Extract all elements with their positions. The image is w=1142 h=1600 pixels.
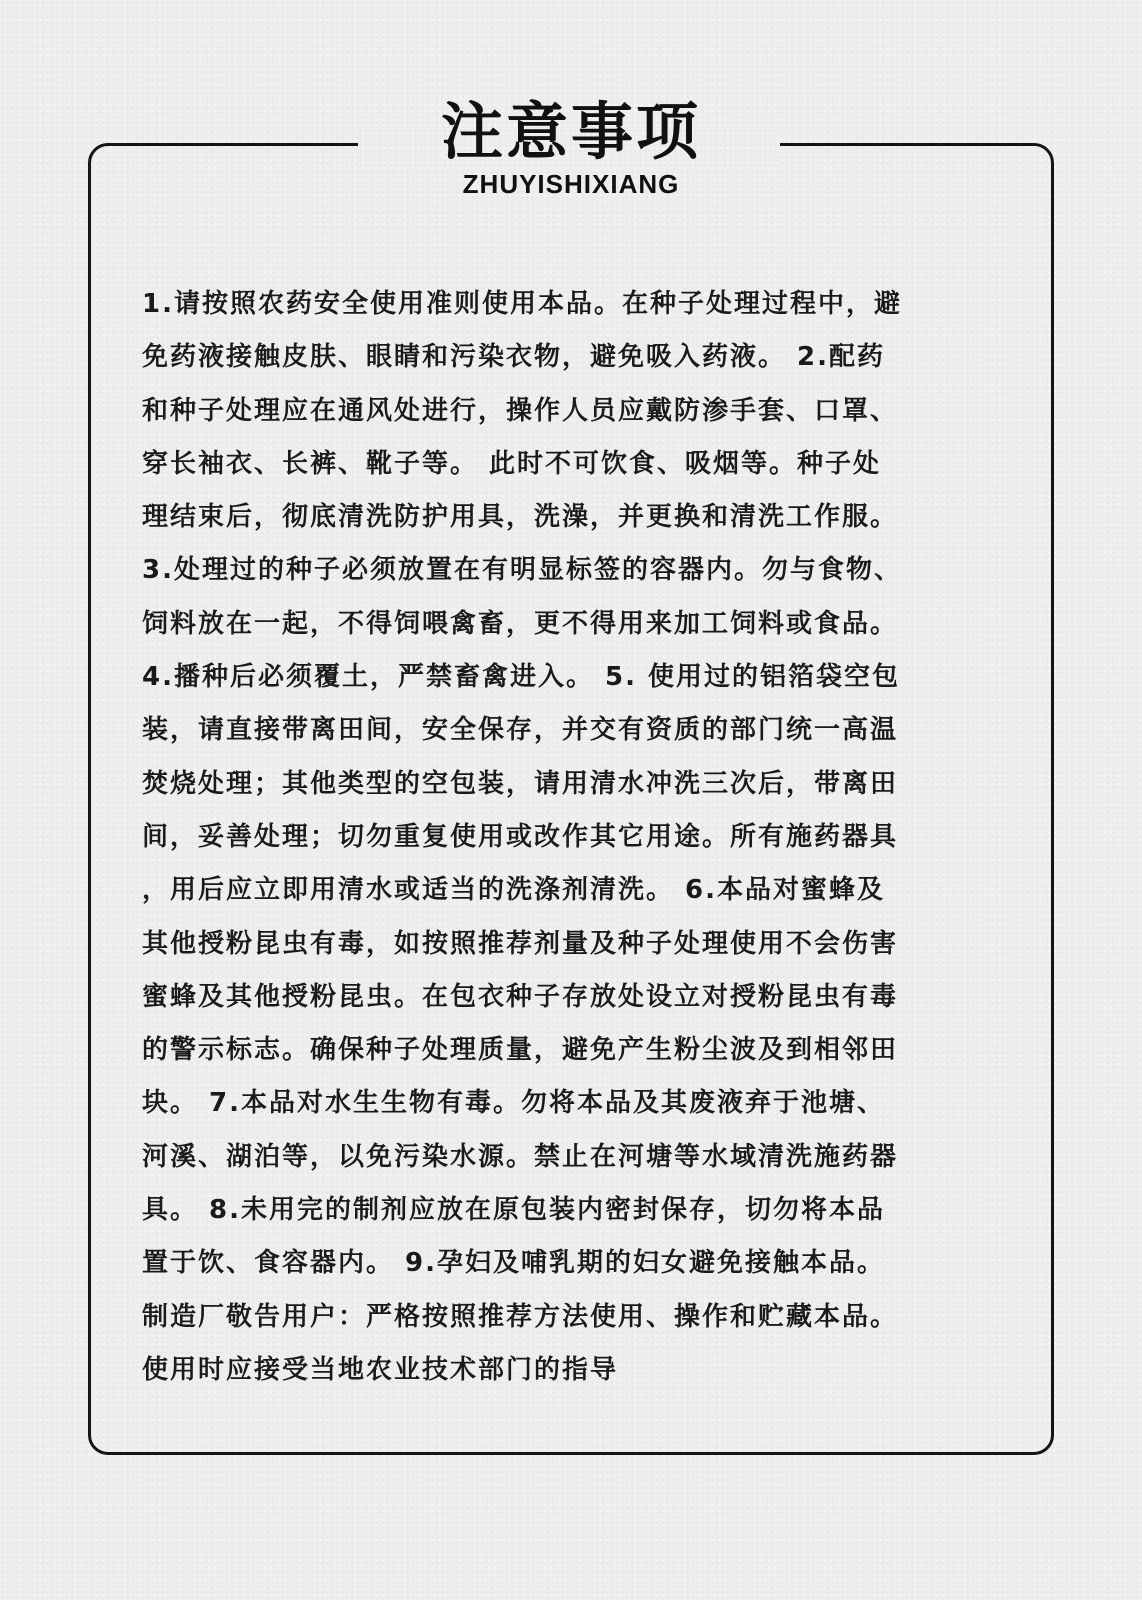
notice-line: 4.播种后必须覆土，严禁畜禽进入。 5. 使用过的铝箔袋空包 bbox=[142, 662, 901, 693]
notice-line: 3.处理过的种子必须放置在有明显标签的容器内。勿与食物、 bbox=[142, 555, 902, 586]
notice-line: 装，请直接带离田间，安全保存，并交有资质的部门统一高温 bbox=[142, 715, 899, 746]
notice-line: 蜜蜂及其他授粉昆虫。在包衣种子存放处设立对授粉昆虫有毒 bbox=[142, 981, 899, 1012]
notice-line: 的警示标志。确保种子处理质量，避免产生粉尘波及到相邻田 bbox=[142, 1035, 899, 1066]
notice-line: 制造厂敬告用户：严格按照推荐方法使用、操作和贮藏本品。 bbox=[142, 1301, 899, 1332]
notice-line: 和种子处理应在通风处进行，操作人员应戴防渗手套、口罩、 bbox=[142, 395, 899, 426]
page-subtitle: ZHUYISHIXIANG bbox=[462, 169, 680, 199]
notice-line: 穿长袖衣、长裤、靴子等。 此时不可饮食、吸烟等。种子处 bbox=[142, 448, 882, 479]
page-title: 注意事项 bbox=[440, 95, 701, 168]
notice-line: 焚烧处理；其他类型的空包装，请用清水冲洗三次后，带离田 bbox=[142, 768, 899, 799]
notice-line: 河溪、湖泊等，以免污染水源。禁止在河塘等水域清洗施药器 bbox=[142, 1141, 899, 1172]
notice-line: 其他授粉昆虫有毒，如按照推荐剂量及种子处理使用不会伤害 bbox=[142, 928, 899, 959]
notice-line: 块。 7.本品对水生生物有毒。勿将本品及其废液弃于池塘、 bbox=[142, 1088, 886, 1119]
notice-line: 理结束后，彻底清洗防护用具，洗澡，并更换和清洗工作服。 bbox=[142, 502, 899, 533]
notice-body bbox=[142, 278, 1022, 1397]
notice-line: 间，妥善处理；切勿重复使用或改作其它用途。所有施药器具 bbox=[142, 821, 899, 852]
notice-line: 置于饮、食容器内。 9.孕妇及哺乳期的妇女避免接触本品。 bbox=[142, 1248, 886, 1279]
notice-line: 免药液接触皮肤、眼睛和污染衣物，避免吸入药液。 2.配药 bbox=[142, 342, 886, 373]
notice-line: 具。 8.未用完的制剂应放在原包装内密封保存，切勿将本品 bbox=[142, 1195, 886, 1226]
notice-line: 1.请按照农药安全使用准则使用本品。在种子处理过程中，避 bbox=[142, 289, 902, 319]
notice-line: 使用时应接受当地农业技术部门的指导 bbox=[142, 1354, 619, 1385]
notice-line: ，用后应立即用清水或适当的洗涤剂清洗。 6.本品对蜜蜂及 bbox=[142, 875, 886, 906]
notice-line: 饲料放在一起，不得饲喂禽畜，更不得用来加工饲料或食品。 bbox=[142, 608, 899, 639]
